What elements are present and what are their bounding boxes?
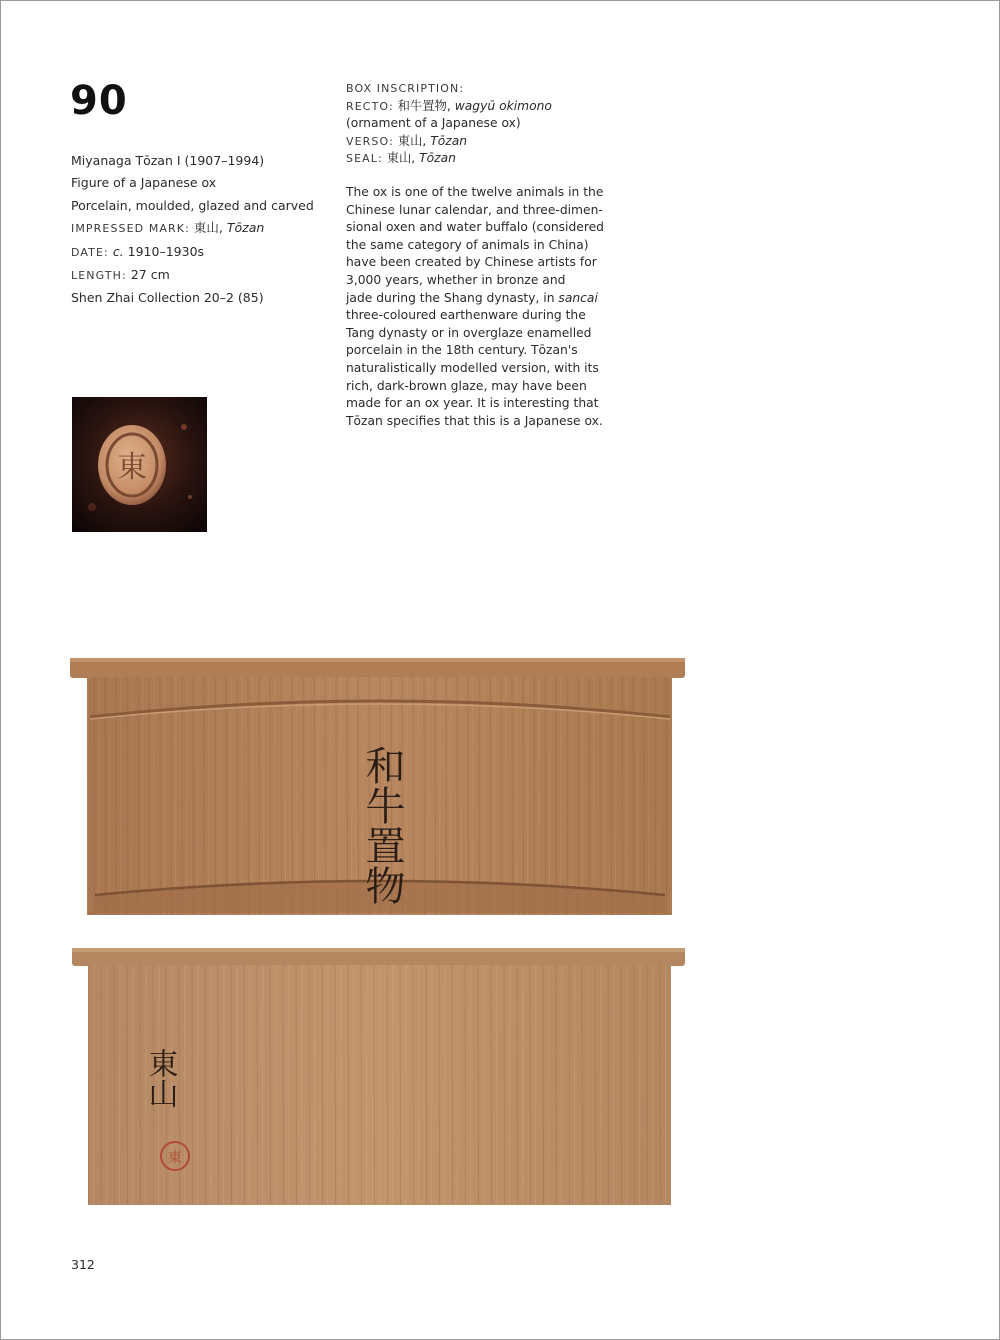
- recto-box-calligraphy: 和牛置物: [359, 745, 405, 905]
- verso-line: [346, 133, 596, 151]
- mark-value: 東山,: [193, 220, 227, 236]
- artist-line: Miyanaga Tōzan I (1907–1994): [71, 153, 265, 168]
- object-details: [71, 150, 331, 310]
- essay-line: Tōzan specifies that this is a Japanese ox.: [346, 413, 603, 428]
- catalogue-number: 90: [70, 78, 128, 124]
- length-label: LENGTH:: [71, 269, 127, 283]
- essay-text: jade during the Shang dynasty, in: [346, 290, 559, 305]
- essay-line: 3,000 years, whether in bronze and: [346, 272, 566, 287]
- page-number: 312: [71, 1257, 95, 1272]
- date-value: 1910–1930s: [123, 243, 205, 259]
- seal-label: SEAL:: [346, 152, 383, 166]
- date-label: DATE:: [71, 245, 109, 259]
- essay-line: [346, 290, 596, 308]
- seal-stamp-char: 東: [168, 1150, 182, 1166]
- essay: [346, 184, 604, 430]
- mark-label: IMPRESSED MARK:: [71, 222, 190, 236]
- verso-box-calligraphy: 東山: [142, 1048, 178, 1108]
- date-line: [71, 241, 331, 264]
- box-lid-recto-photo: [70, 655, 688, 920]
- seal-character: 東: [117, 450, 147, 485]
- essay-line: the same category of animals in China): [346, 237, 589, 252]
- recto-roman: wagyū okimono: [454, 98, 552, 113]
- impressed-mark-photo: [72, 397, 207, 532]
- essay-line: naturalistically modelled version, with its: [346, 360, 599, 375]
- length-value: 27 cm: [126, 267, 170, 283]
- recto-label: RECTO:: [346, 99, 394, 113]
- essay-line: porcelain in the 18th century. Tōzan's: [346, 343, 578, 358]
- verso-label: VERSO:: [346, 134, 394, 148]
- seal-roman: Tōzan: [419, 151, 456, 166]
- essay-line: three-coloured earthenware during the: [346, 308, 586, 323]
- essay-line: rich, dark-brown glaze, may have been: [346, 378, 587, 393]
- recto-translation: (ornament of a Japanese ox): [346, 116, 521, 131]
- seal-line: [346, 150, 596, 168]
- mark-roman: Tōzan: [226, 220, 265, 236]
- material-line: Porcelain, moulded, glazed and carved: [71, 197, 314, 213]
- inscription-and-essay: [346, 80, 604, 430]
- essay-line: made for an ox year. It is interesting that: [346, 396, 599, 411]
- collection-line: Shen Zhai Collection 20–2 (85): [71, 290, 264, 306]
- inscription-heading: BOX INSCRIPTION:: [346, 82, 465, 95]
- length-line: [71, 264, 331, 287]
- essay-line: Tang dynasty or in overglaze enamelled: [346, 325, 592, 340]
- essay-line: Chinese lunar calendar, and three-dimen-: [346, 202, 603, 217]
- verso-roman: Tōzan: [430, 133, 468, 148]
- date-circa: c.: [112, 243, 124, 259]
- essay-line: The ox is one of the twelve animals in the: [346, 184, 604, 199]
- title-line: Figure of a Japanese ox: [71, 175, 217, 191]
- essay-italic: sancai: [558, 290, 598, 305]
- recto-text: 和牛置物,: [393, 98, 455, 113]
- essay-line: have been created by Chinese artists for: [346, 255, 597, 270]
- seal-text: 東山,: [382, 151, 420, 166]
- essay-line: sional oxen and water buffalo (considered: [346, 220, 604, 235]
- verso-text: 東山,: [393, 133, 431, 148]
- recto-line: [346, 98, 596, 116]
- mark-line: [71, 217, 331, 240]
- box-verso-photo: [72, 946, 688, 1208]
